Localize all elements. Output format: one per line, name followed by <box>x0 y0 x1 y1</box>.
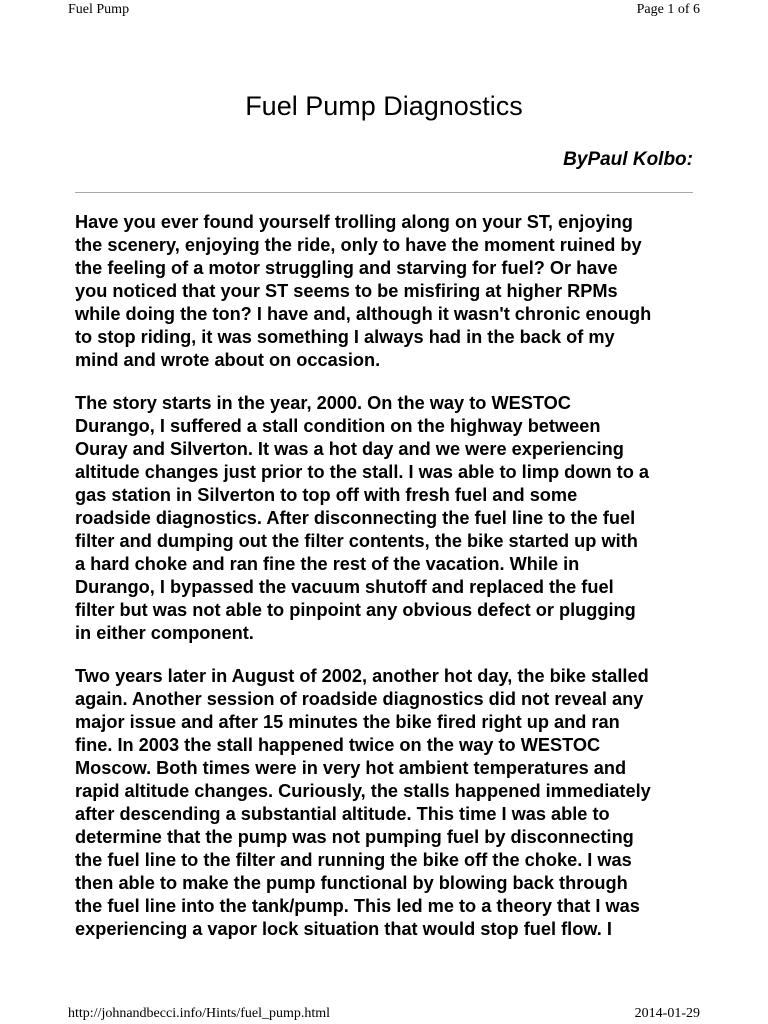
paragraph-3: Two years later in August of 2002, another hot day, the bike stalled again. Another session of roadside diagnostics did not reveal any major issue and after 15 minutes the bike fired right up and ran fine. In 2003 the stall happened twice on the way to WESTOC Moscow. Both times were in very hot ambient temperatures and rapid altitude changes. Curiously, the stalls happened immediately after descending a substantial altitude. This time I was able to determine that the pump was not pumping fuel by disconnecting the fuel line to the filter and running the bike off the choke. I was then able to make the pump functional by blowing back through the fuel line into the tank/pump. This led me to a theory that I was experiencing a vapor lock situation that would stop fuel flow. I <box>75 666 651 939</box>
article-body <box>75 211 695 961</box>
paragraph-2: The story starts in the year, 2000. On the way to WESTOC Durango, I suffered a stall condition on the highway between Ouray and Silverton. It was a hot day and we were experiencing altitude changes just prior to the stall. I was able to limp down to a gas station in Silverton to top off with fresh fuel and some roadside diagnostics. After disconnecting the fuel line to the fuel filter and dumping out the filter contents, the bike started up with a hard choke and ran fine the rest of the vacation. While in Durango, I bypassed the vacuum shutoff and replaced the fuel filter but was not able to pinpoint any obvious defect or plugging in either component. <box>75 393 649 643</box>
print-footer <box>68 1006 700 1022</box>
print-header <box>68 2 700 18</box>
author-byline: ByPaul Kolbo: <box>563 149 693 170</box>
print-header-title: Fuel Pump <box>68 2 130 17</box>
print-date: 2014-01-29 <box>634 1006 700 1021</box>
page-title: Fuel Pump Diagnostics <box>245 91 523 121</box>
horizontal-rule <box>75 192 693 193</box>
page-number: Page 1 of 6 <box>636 2 700 17</box>
paragraph-1: Have you ever found yourself trolling along on your ST, enjoying the scenery, enjoying the ride, only to have the moment ruined by the feeling of a motor struggling and starving for fuel? Or have you noticed that your ST seems to be misfiring at higher RPMs while doing the ton? I have and, although it wasn't chronic enough to stop riding, it was something I always had in the back of my mind and wrote about on occasion. <box>75 212 652 370</box>
source-url: http://johnandbecci.info/Hints/fuel_pump.html <box>68 1006 331 1021</box>
